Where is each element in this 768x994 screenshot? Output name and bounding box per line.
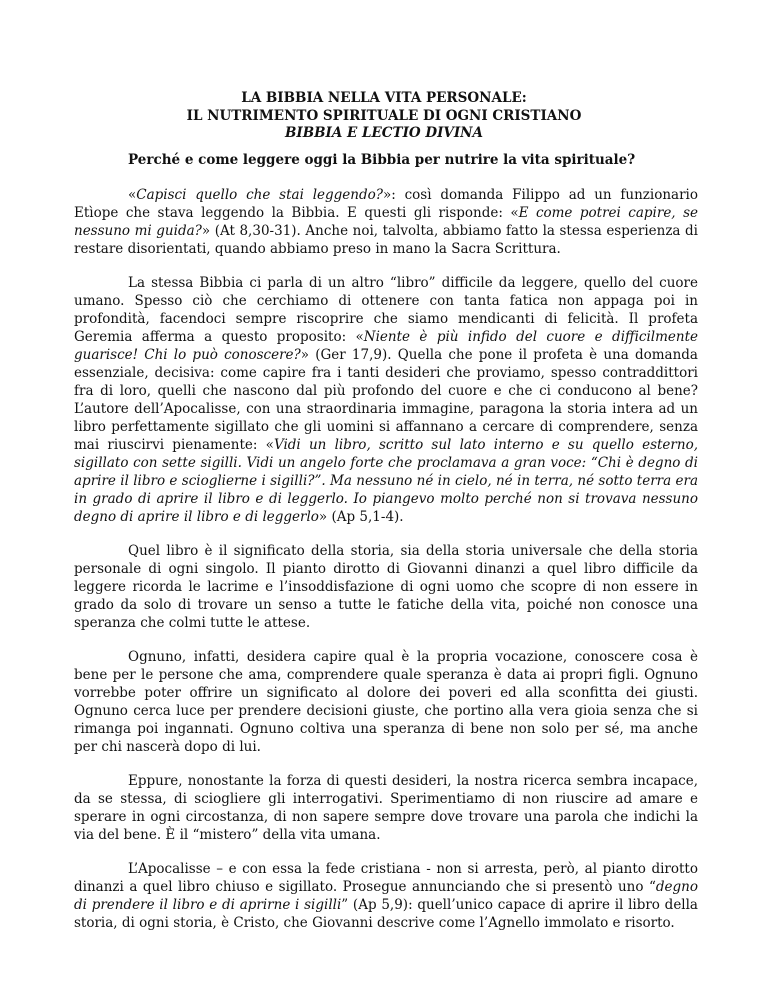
text-run: La stessa Bibbia ci parla di un altro “libro” difficile da leggere, quello del cuore umano. Spesso ciò che cerchiamo di ottenere con tanta fatica non appaga poi in profondità, facendoci sempre riscoprire che siamo mendicanti di felicità. Il profeta Geremia afferma a questo proposito: « <box>74 275 698 345</box>
text-run: « <box>128 187 137 203</box>
title-line-2: IL NUTRIMENTO SPIRITUALE DI OGNI CRISTIANO <box>186 107 582 124</box>
italic-quote-run: E come potrei capire, se nessuno mi guida? <box>74 205 698 239</box>
title-line-3: BIBBIA E LECTIO DIVINA <box>285 125 483 141</box>
text-run: L’Apocalisse – e con essa la fede cristiana - non si arresta, però, al pianto dirotto dinanzi a quel libro chiuso e sigillato. Prosegue annunciando che si presentò uno “ <box>74 861 698 895</box>
paragraph <box>74 274 698 526</box>
text-run: » (Ap 5,1-4). <box>318 509 404 525</box>
paragraph <box>74 772 698 844</box>
italic-quote-run: Niente è più infido del cuore e difficilmente guarisce! Chi lo può conoscere? <box>74 329 698 363</box>
italic-quote-run: Capisci quello che stai leggendo? <box>136 187 383 203</box>
paragraph <box>74 648 698 756</box>
italic-quote-run: degno di prendere il libro e di aprirne i sigilli <box>74 879 698 913</box>
document-title <box>0 90 768 143</box>
text-run: ” (Ap 5,9): quell’unico capace di aprire il libro della storia, di ogni storia, è Cristo, che Giovanni descrive come l’Agnello immolato e risorto. <box>74 897 698 931</box>
paragraph <box>74 542 698 632</box>
text-run: » (At 8,30-31). Anche noi, talvolta, abbiamo fatto la stessa esperienza di restare disorientati, quando abbiamo preso in mano la Sacra Scrittura. <box>74 223 698 257</box>
title-line-1: LA BIBBIA NELLA VITA PERSONALE: <box>241 90 527 106</box>
italic-quote-run: Vidi un libro, scritto sul lato interno e su quello esterno, sigillato con sette sigilli. Vidi un angelo forte che proclamava a gran voce: “Chi è degno di aprire il libro e scioglierne i sigilli?”. Ma nessuno né in cielo, né in terra, né sotto terra era in grado di aprire il libro e di leggerlo. Io piangevo molto perché non si trovava nessuno degno di aprire il libro e di leggerlo <box>74 437 698 525</box>
document-body <box>74 186 698 948</box>
text-run: »: così domanda Filippo ad un funzionario Etìope che stava leggendo la Bibbia. E questi gli risponde: « <box>74 187 698 221</box>
text-run: Eppure, nonostante la forza di questi desideri, la nostra ricerca sembra incapace, da se stessa, di sciogliere gli interrogativi. Sperimentiamo di non riuscire ad amare e sperare in ogni circostanza, di non sapere sempre dove trovare una parola che indichi la via del bene. È il “mistero” della vita umana. <box>74 773 698 843</box>
section-question: Perché e come leggere oggi la Bibbia per nutrire la vita spirituale? <box>128 152 636 168</box>
text-run: Ognuno, infatti, desidera capire qual è la propria vocazione, conoscere cosa è bene per le persone che ama, comprendere quale speranza è data ai propri figli. Ognuno vorrebbe poter offrire un significato al dolore dei poveri ed alla sconfitta dei giusti. Ognuno cerca luce per prendere decisioni giuste, che portino alla vera gioia senza che si rimanga poi ingannati. Ognuno coltiva una speranza di bene non solo per sé, ma anche per chi nascerà dopo di lui. <box>74 649 698 755</box>
paragraph <box>74 186 698 258</box>
text-run: » (Ger 17,9). Quella che pone il profeta è una domanda essenziale, decisiva: come capire fra i tanti desideri che proviamo, spesso contraddittori fra di loro, quelli che nascono dal più profondo del cuore e che ci conducono al bene? L’autore dell’Apocalisse, con una straordinaria immagine, paragona la storia intera ad un libro perfettamente sigillato che gli uomini si affannano a cercare di comprendere, senza mai riuscirvi pienamente: « <box>74 347 698 453</box>
paragraph <box>74 860 698 932</box>
text-run: Quel libro è il significato della storia, sia della storia universale che della storia personale di ogni singolo. Il pianto dirotto di Giovanni dinanzi a quel libro difficile da leggere ricorda le lacrime e l’insoddisfazione di ogni uomo che scopre di non essere in grado da solo di trovare un senso a tutte le fatiche della vita, poiché non conosce una speranza che colmi tutte le attese. <box>74 543 698 631</box>
